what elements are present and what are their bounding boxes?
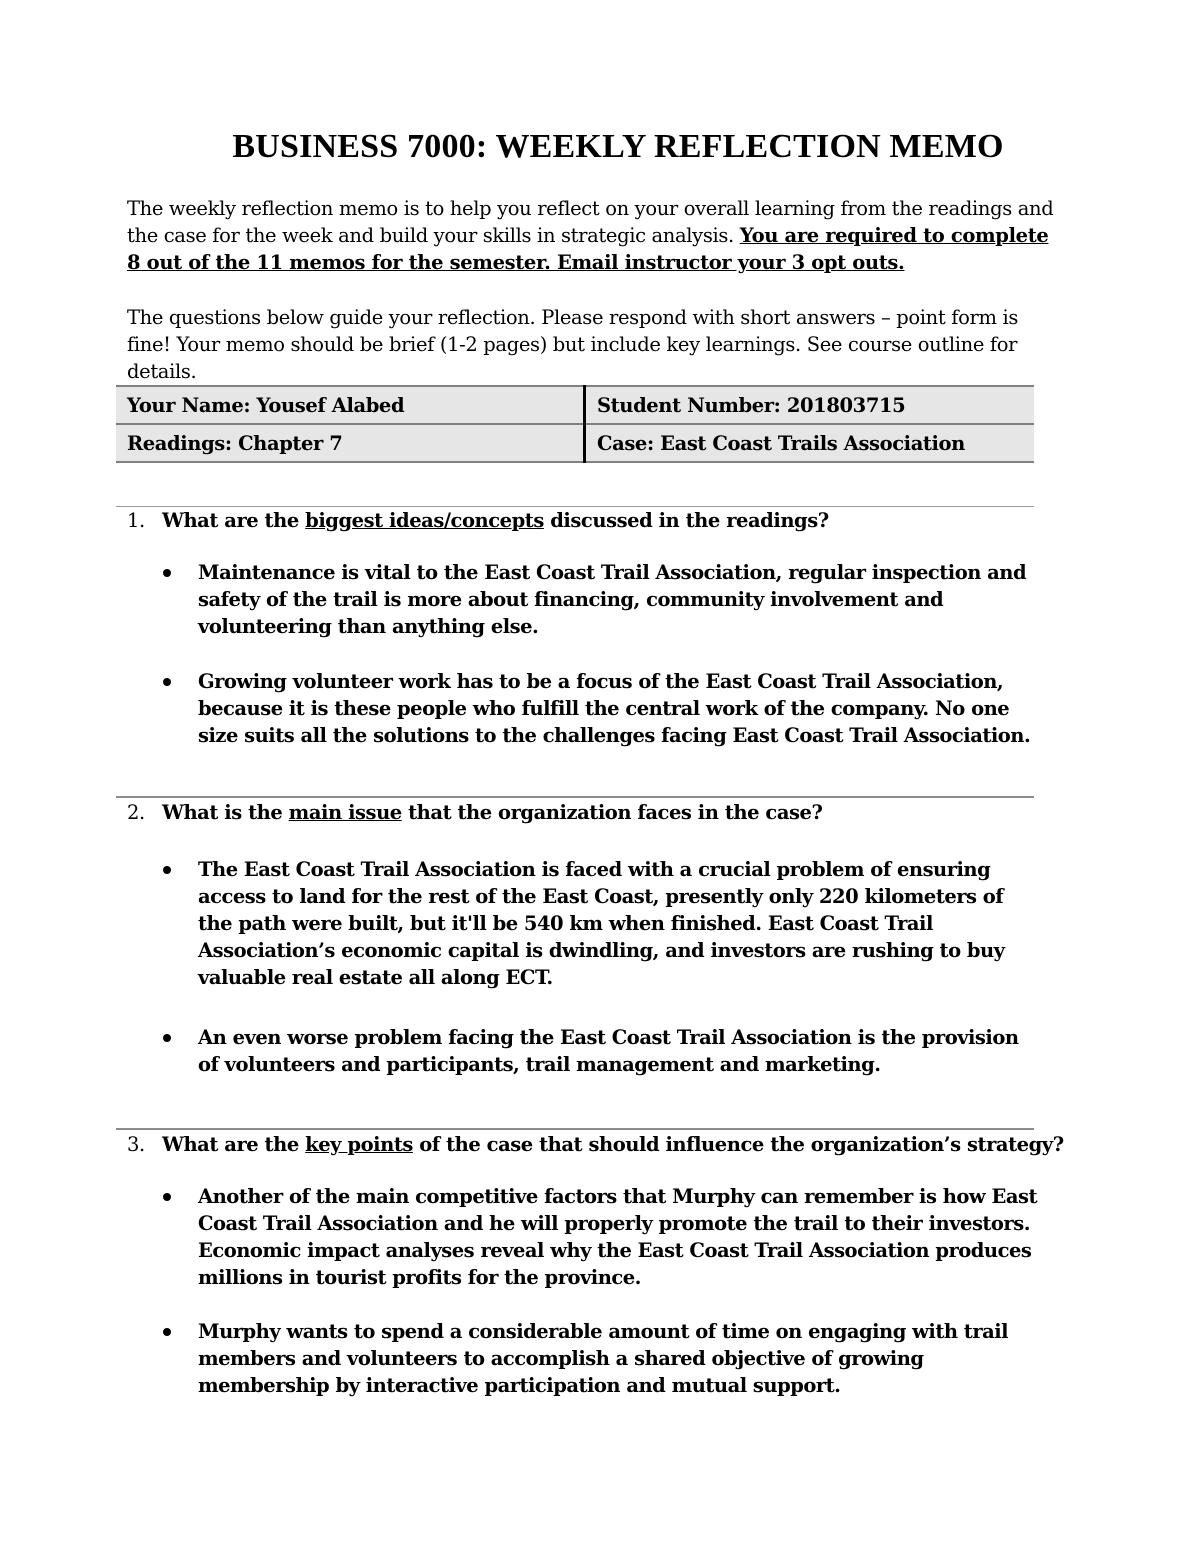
bullet-icon	[163, 866, 171, 874]
question-number: 2.	[127, 801, 145, 824]
table-row	[116, 386, 1034, 424]
question-1	[127, 507, 1047, 534]
question-keyword: biggest ideas/concepts	[305, 509, 544, 532]
bullet-icon	[163, 569, 171, 577]
list-item	[198, 856, 1038, 991]
question-keyword: key points	[305, 1133, 413, 1156]
bullet-icon	[163, 678, 171, 686]
list-item	[198, 1183, 1038, 1291]
answer-text: Murphy wants to spend a considerable amount of time on engaging with trail members and volunteers to accomplish a shared objective of growing membership by interactive participation and mutual support.	[198, 1320, 1009, 1397]
question-2	[127, 799, 1047, 826]
question-text: What are the	[162, 1133, 306, 1156]
answer-text: The East Coast Trail Association is faced with a crucial problem of ensuring access to land for the rest of the East Coast, presently only 220 kilometers of the path were built, but it'll be 540 km when finished. East Coast Trail Association’s economic capital is dwindling, and investors are rushing to buy valuable real estate all along ECT.	[198, 858, 1005, 989]
requirement-text: You are required to complete 8 out of the 11 memos for the semester. Email instructor your 3 opt outs.	[127, 224, 1049, 274]
list-item	[198, 1318, 1038, 1399]
question-text: that the organization faces in the case?	[401, 801, 823, 824]
case-cell: Case: East Coast Trails Association	[585, 424, 1035, 462]
question-3	[127, 1131, 1064, 1158]
answer-text: An even worse problem facing the East Coast Trail Association is the provision of volunteers and participants, trail management and marketing.	[198, 1026, 1019, 1076]
question-text: What is the	[162, 801, 289, 824]
intro-text: The weekly reflection memo is to help you reflect on your overall learning from the readings and the case for the week and build your skills in strategic analysis.	[127, 197, 1054, 247]
page-title: BUSINESS 7000: WEEKLY REFLECTION MEMO	[232, 128, 1004, 165]
student-number-cell: Student Number: 201803715	[585, 386, 1035, 424]
list-item	[198, 1024, 1038, 1078]
bullet-icon	[163, 1034, 171, 1042]
question-text: of the case that should influence the organization’s strategy?	[412, 1133, 1064, 1156]
question-text: What are the	[162, 509, 306, 532]
bullet-icon	[163, 1328, 171, 1336]
section-divider	[116, 796, 1034, 798]
list-item	[198, 668, 1038, 749]
intro-paragraph	[127, 195, 1067, 276]
question-number: 3.	[127, 1133, 145, 1156]
answer-text: Maintenance is vital to the East Coast Trail Association, regular inspection and safety of the trail is more about financing, community involvement and volunteering than anything else.	[198, 561, 1027, 638]
question-keyword: main issue	[288, 801, 402, 824]
answer-text: Another of the main competitive factors that Murphy can remember is how East Coast Trail Association and he will properly promote the trail to their investors. Economic impact analyses reveal why the East Coast Trail Association produces millions in tourist profits for the province.	[198, 1185, 1037, 1289]
instructions-paragraph: The questions below guide your reflection. Please respond with short answers – point form is fine! Your memo should be brief (1-2 pages) but include key learnings. See course outline for details.	[127, 306, 1018, 383]
question-text: discussed in the readings?	[543, 509, 829, 532]
section-divider	[116, 1128, 1034, 1130]
student-name-cell: Your Name: Yousef Alabed	[116, 386, 585, 424]
list-item	[198, 559, 1038, 640]
question-number: 1.	[127, 509, 145, 532]
student-info-table	[116, 385, 1034, 463]
answer-text: Growing volunteer work has to be a focus of the East Coast Trail Association, because it is these people who fulfill the central work of the company. No one size suits all the solutions to the challenges facing East Coast Trail Association.	[198, 670, 1031, 747]
bullet-icon	[163, 1193, 171, 1201]
table-row	[116, 424, 1034, 462]
readings-cell: Readings: Chapter 7	[116, 424, 585, 462]
